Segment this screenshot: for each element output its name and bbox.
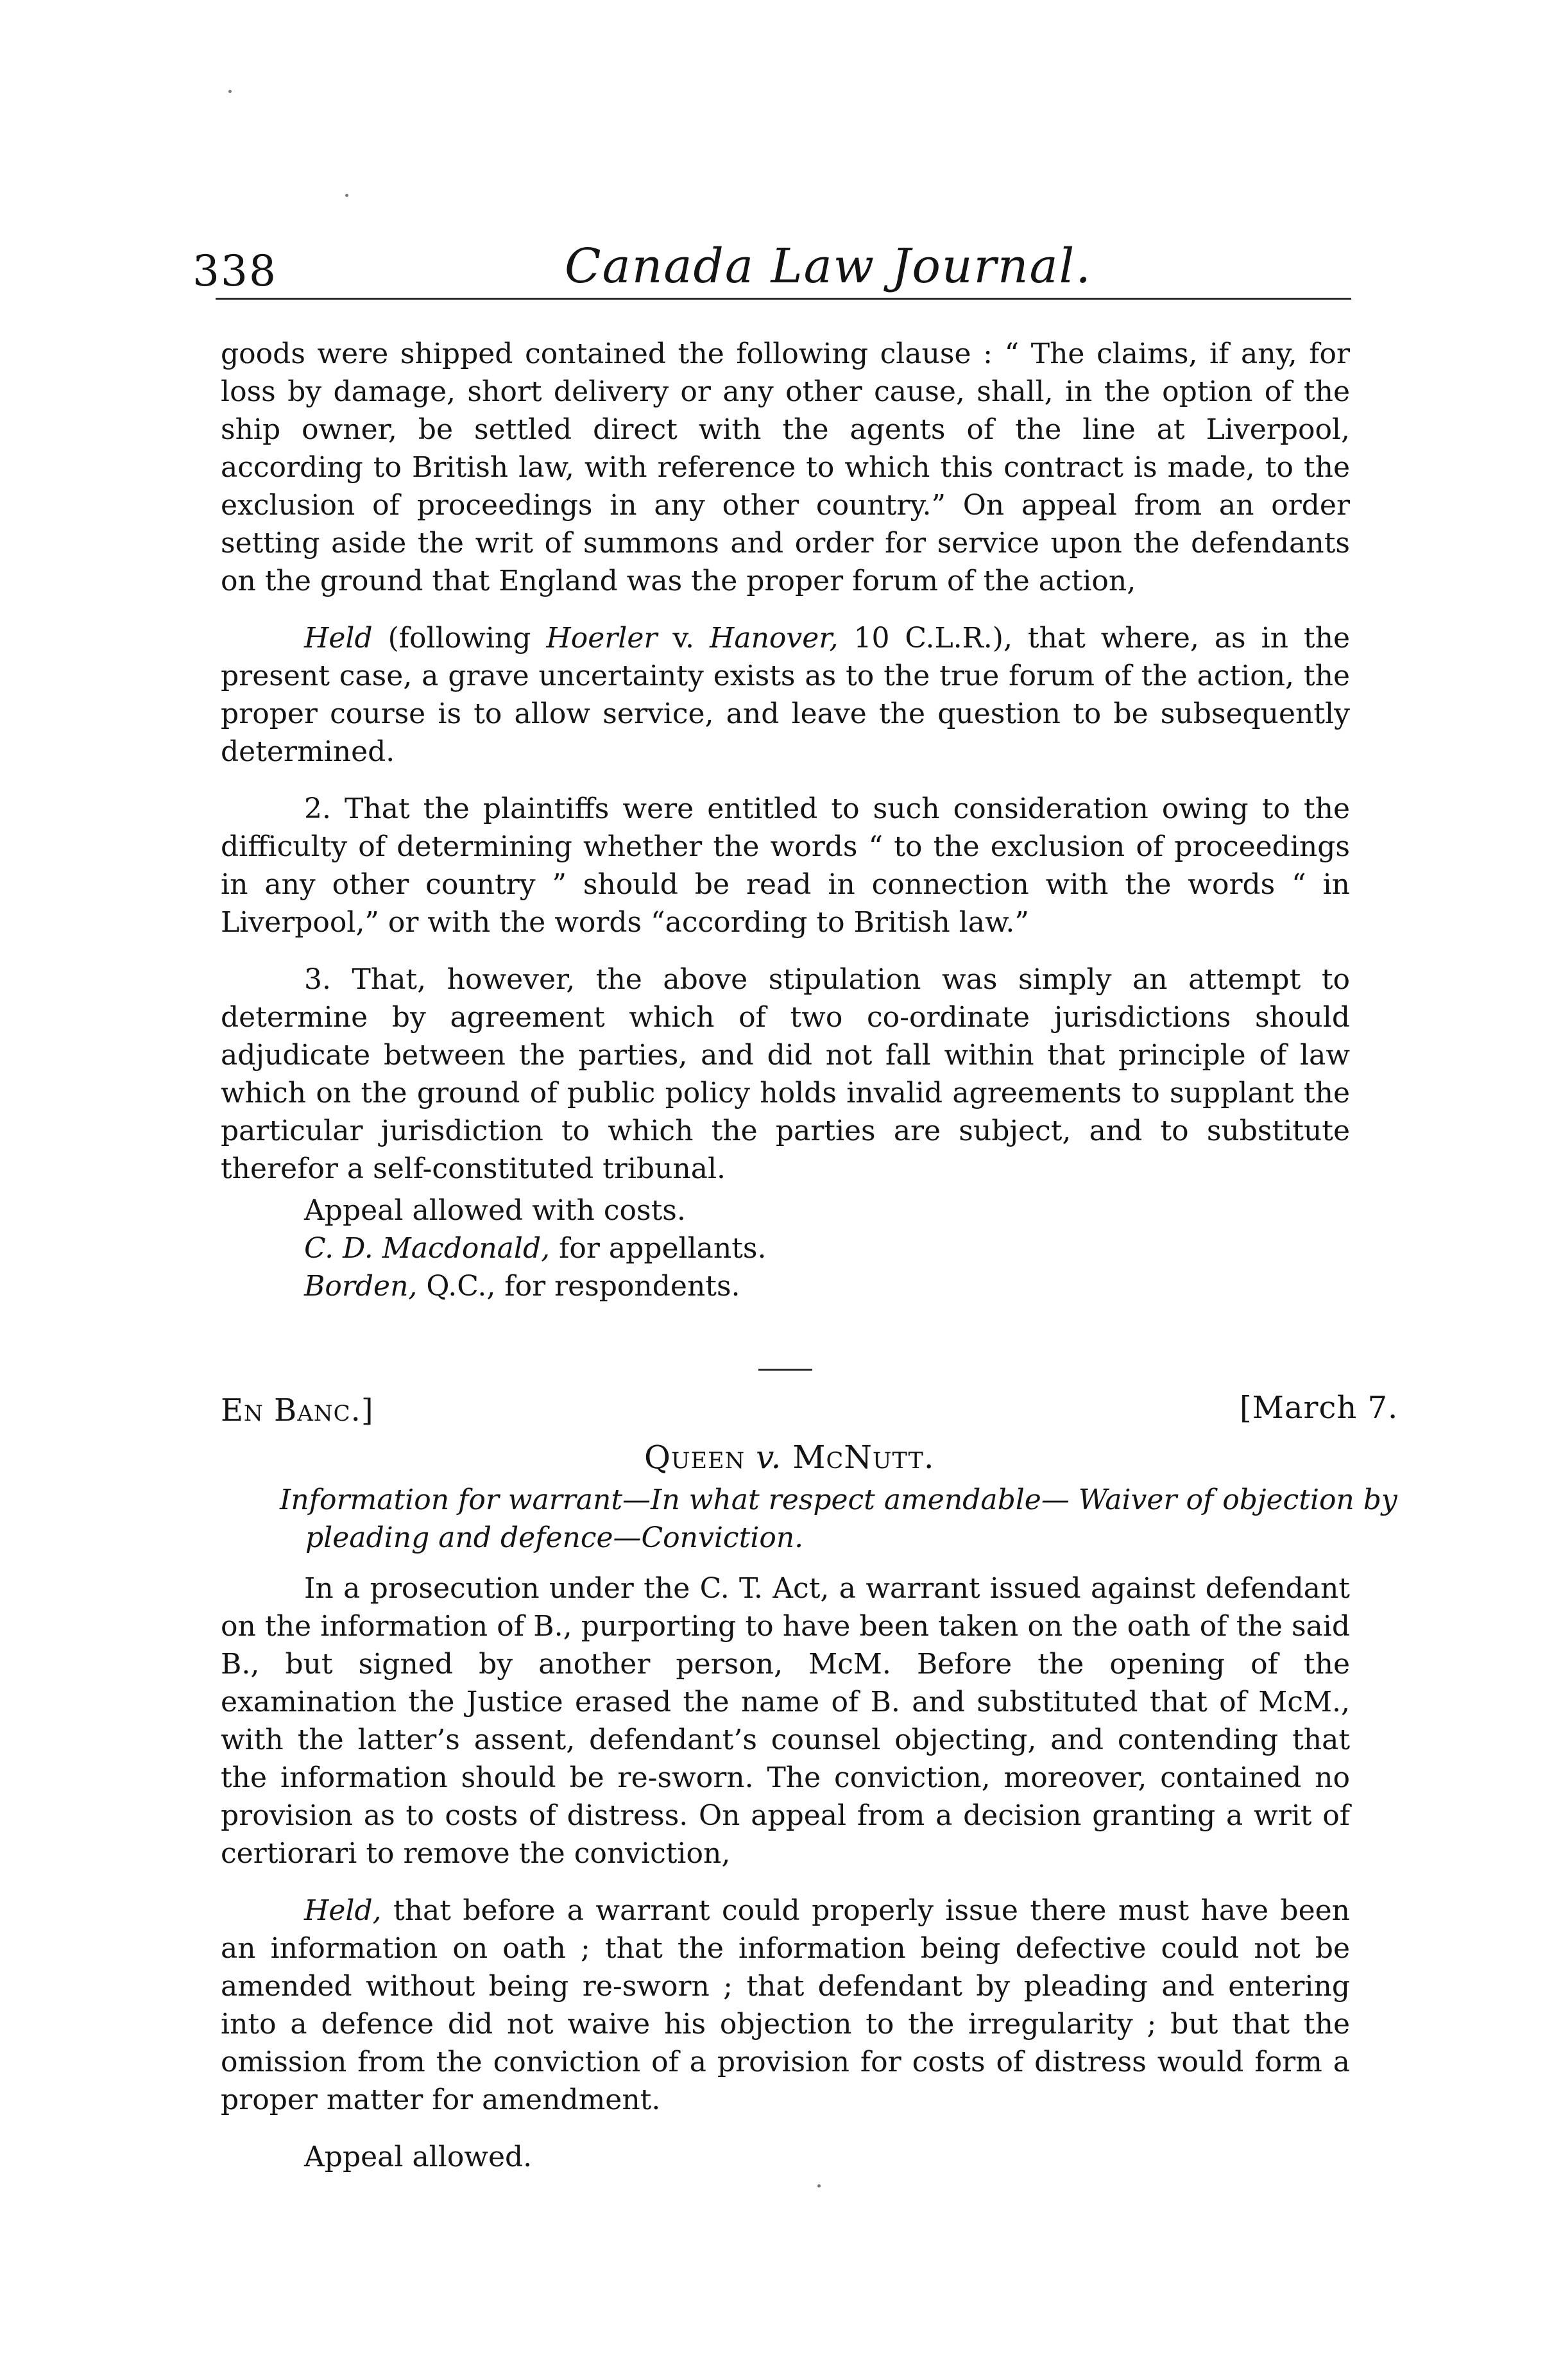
case1-paragraph-1: goods were shipped contained the following clause : “ The claims, if any, for loss by damage, short delivery or any other cause, shall, in the option of the ship owner, be settled direct with the agents of the line at Liverpool, according to British law, with reference to which this contract is made, to the exclusion of proceedings in any other country.” On appeal from an order setting aside the writ of summons and order for service upon the defendants on the ground that England was the proper forum of the action,: [221, 338, 1350, 597]
cited-case-1: Hoerler: [546, 622, 658, 655]
case2-headnote: Information for warrant—In what respect amendable— Waiver of objection by pleading and defence—Conviction.: [280, 1484, 1397, 1554]
case1-counsel-appellants: C. D. Macdonald, for appellants.: [304, 1232, 767, 1265]
court-label: En Banc.]: [221, 1392, 374, 1428]
header-rule: [216, 298, 1351, 300]
case1-result: Appeal allowed with costs.: [304, 1194, 686, 1227]
decision-date: [March 7.: [1240, 1390, 1399, 1426]
case1-held-paragraph: Held (following Hoerler v. Hanover, 10 C.L.R.), that where, as in the present case, a grave uncertainty exists as to the true forum of the action, the proper course is to allow service, and leave the question to be subsequently determined.: [221, 622, 1350, 768]
case2-held-paragraph: Held, that before a warrant could properly issue there must have been an information on oath ; that the information being defective could not be amended without being re-sworn ; that defendant by pleading and entering into a defence did not waive his objection to the irregularity ; but that the omission from the conviction of a provision for costs of distress would form a proper matter for amendment.: [221, 1894, 1350, 2116]
page-number: 338: [192, 246, 277, 296]
page-speck: [228, 90, 232, 93]
case1-paragraph-3: 3. That, however, the above stipulation was simply an attempt to determine by agreement which of two co-ordinate jurisdictions should adjudicate between the parties, and did not fall within that principle of law which on the ground of public policy holds invalid agreements to supplant the particular jurisdiction to which the parties are subject, and to substitute therefor a self-constituted tribunal.: [221, 963, 1350, 1185]
page-speck: [817, 2184, 821, 2187]
running-title: Canada Law Journal.: [565, 239, 1092, 294]
case1-body: [221, 335, 1350, 1305]
case-title: Queen v. McNutt.: [644, 1439, 935, 1476]
case2-body: [221, 1570, 1350, 2176]
page-speck: [345, 194, 348, 197]
case1-paragraph-2: 2. That the plaintiffs were entitled to such consideration owing to the difficulty of determining whether the words “ to the exclusion of proceedings in any other country ” should be read in connection with the words “ in Liverpool,” or with the words “according to British law.”: [221, 792, 1350, 939]
held-word: Held,: [304, 1894, 382, 1927]
case2-paragraph-1: In a prosecution under the C. T. Act, a warrant issued against defendant on the information of B., purporting to have been taken on the oath of the said B., but signed by another person, McM. Before the opening of the examination the Justice erased the name of B. and substituted that of McM., with the latter’s assent, defendant’s counsel objecting, and contending that the information should be re-sworn. The conviction, moreover, contained no provision as to costs of distress. On appeal from a decision granting a writ of certiorari to remove the conviction,: [221, 1572, 1350, 1870]
cited-case-2: Hanover,: [709, 622, 839, 655]
case1-counsel-respondents: Borden, Q.C., for respondents.: [304, 1270, 740, 1303]
held-word: Held: [304, 622, 373, 655]
section-divider: [758, 1369, 812, 1371]
case2-result: Appeal allowed.: [304, 2141, 533, 2173]
